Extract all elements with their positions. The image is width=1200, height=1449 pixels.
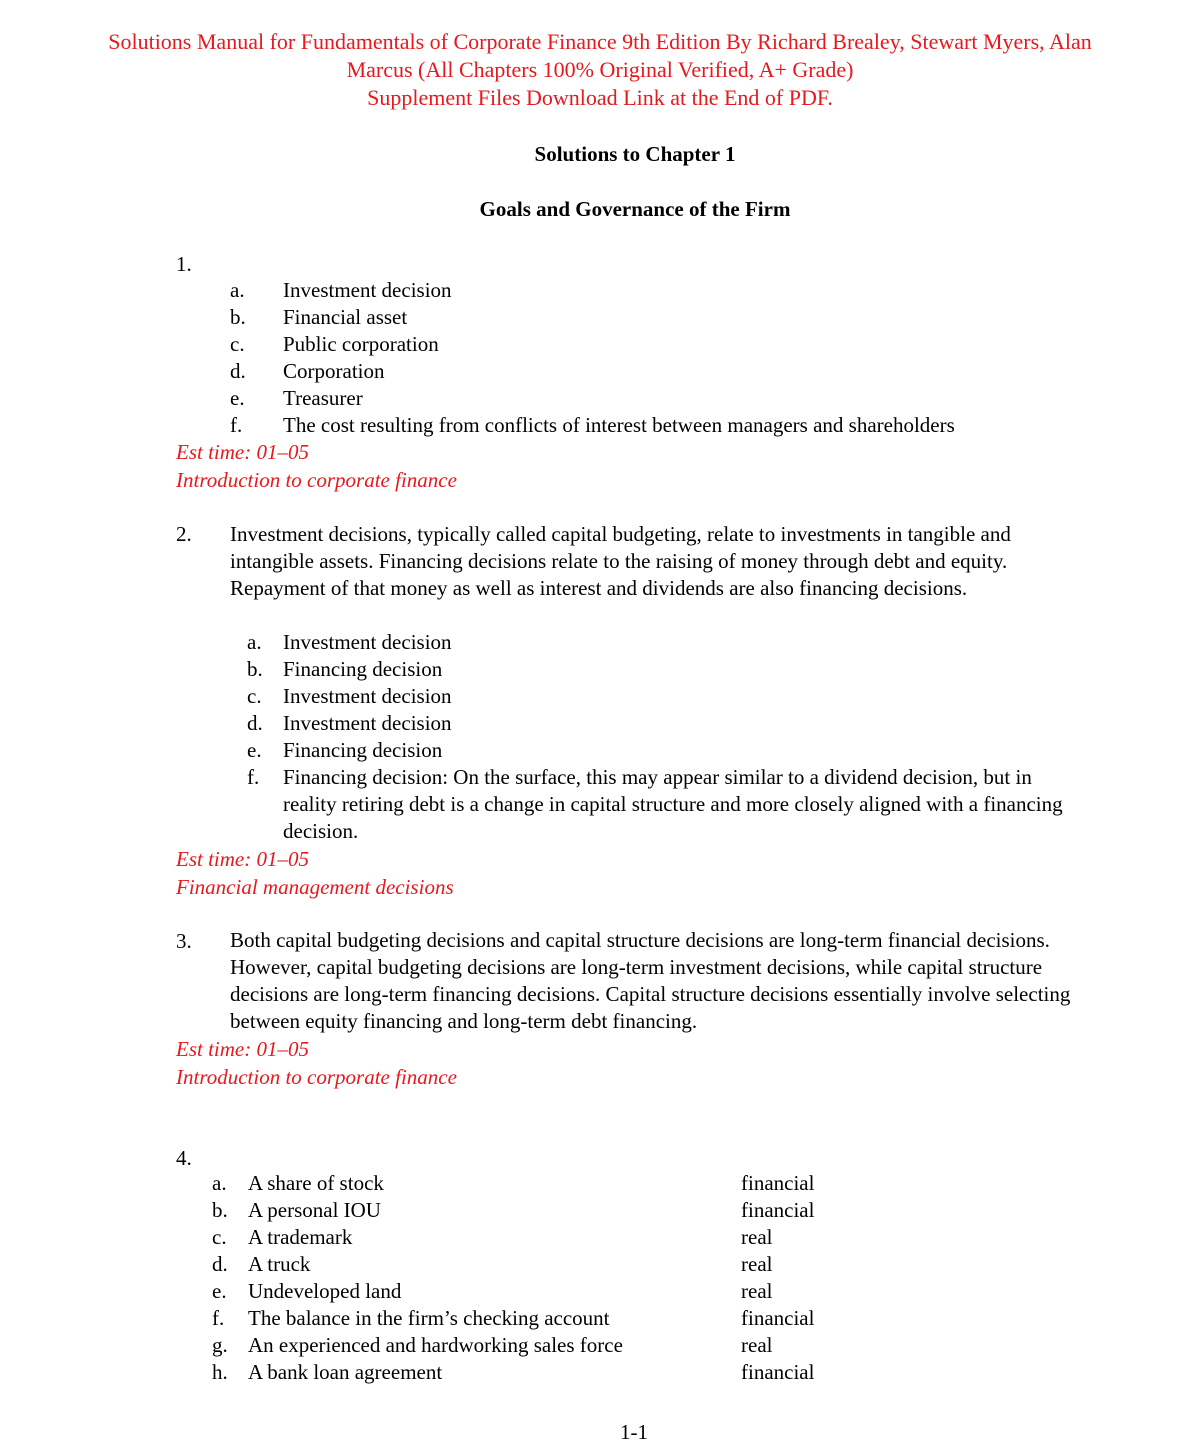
item-letter: e. xyxy=(212,1279,227,1303)
question-3-paragraph: Both capital budgeting decisions and capital structure decisions are long-term financial decisions. However, capital budgeting decisions are long-term investment decisions, while capital structure decisions are long-term financing decisions. Capital structure decisions essentially involve selecting between equity financing and long-term debt financing. xyxy=(230,928,1071,1033)
chapter-subtitle: Goals and Governance of the Firm xyxy=(479,197,791,221)
item-text: Undeveloped land xyxy=(248,1279,402,1303)
item-text: A personal IOU xyxy=(248,1198,381,1222)
item-answer: real xyxy=(741,1252,773,1276)
item-letter: c. xyxy=(230,332,245,356)
item-answer: financial xyxy=(741,1360,815,1384)
chapter-title: Solutions to Chapter 1 xyxy=(534,142,736,166)
banner-line-3: Supplement Files Download Link at the End of PDF. xyxy=(367,85,833,110)
topic-label: Financial management decisions xyxy=(176,875,454,899)
item-letter: b. xyxy=(212,1198,228,1222)
topic-label: Introduction to corporate finance xyxy=(176,1065,457,1089)
item-letter: h. xyxy=(212,1360,228,1384)
item-letter: e. xyxy=(230,386,245,410)
item-text: An experienced and hardworking sales force xyxy=(248,1333,623,1357)
item-letter: e. xyxy=(247,738,262,762)
item-letter: c. xyxy=(212,1225,227,1249)
item-text: Investment decision xyxy=(283,630,452,654)
item-answer: financial xyxy=(741,1198,815,1222)
item-text: Financing decision: On the surface, this may appear similar to a dividend decision, but in reality retiring debt is a change in capital structure and more closely aligned with a financing decision. xyxy=(283,765,1063,843)
item-letter: a. xyxy=(230,278,245,302)
item-letter: d. xyxy=(212,1252,228,1276)
item-text: A share of stock xyxy=(248,1171,384,1195)
item-text: Investment decision xyxy=(283,711,452,735)
topic-label: Introduction to corporate finance xyxy=(176,468,457,492)
est-time: Est time: 01–05 xyxy=(176,1037,309,1061)
item-letter: a. xyxy=(247,630,262,654)
question-1-number: 1. xyxy=(176,252,192,276)
banner-line-1: Solutions Manual for Fundamentals of Corporate Finance 9th Edition By Richard Brealey, Stewart Myers, Alan xyxy=(108,29,1092,54)
item-text: Treasurer xyxy=(283,386,363,410)
item-answer: financial xyxy=(741,1306,815,1330)
item-text: The balance in the firm’s checking account xyxy=(248,1306,610,1330)
item-text: A bank loan agreement xyxy=(248,1360,443,1384)
question-4-number: 4. xyxy=(176,1146,192,1170)
item-letter: f. xyxy=(230,413,243,437)
item-letter: d. xyxy=(247,711,263,735)
item-letter: f. xyxy=(247,765,260,789)
question-2-number: 2. xyxy=(176,522,192,546)
question-3-number: 3. xyxy=(176,929,192,953)
est-time: Est time: 01–05 xyxy=(176,440,309,464)
est-time: Est time: 01–05 xyxy=(176,847,309,871)
item-answer: financial xyxy=(741,1171,815,1195)
item-text: A trademark xyxy=(248,1225,353,1249)
item-text: Financing decision xyxy=(283,738,443,762)
item-answer: real xyxy=(741,1279,773,1303)
download-banner xyxy=(0,28,1200,112)
item-text: Public corporation xyxy=(283,332,439,356)
item-letter: g. xyxy=(212,1333,228,1357)
item-text: The cost resulting from conflicts of interest between managers and shareholders xyxy=(283,413,955,437)
item-answer: real xyxy=(741,1225,773,1249)
item-answer: real xyxy=(741,1333,773,1357)
item-letter: b. xyxy=(247,657,263,681)
item-text: Financing decision xyxy=(283,657,443,681)
item-letter: b. xyxy=(230,305,246,329)
item-text: Financial asset xyxy=(283,305,408,329)
page-number: 1-1 xyxy=(620,1420,648,1444)
item-letter: d. xyxy=(230,359,246,383)
item-text: Corporation xyxy=(283,359,385,383)
item-text: Investment decision xyxy=(283,684,452,708)
item-text: Investment decision xyxy=(283,278,452,302)
item-letter: f. xyxy=(212,1306,225,1330)
item-text: A truck xyxy=(248,1252,311,1276)
banner-line-2: Marcus (All Chapters 100% Original Verified, A+ Grade) xyxy=(346,57,854,82)
item-letter: c. xyxy=(247,684,262,708)
item-letter: a. xyxy=(212,1171,227,1195)
question-2-paragraph: Investment decisions, typically called capital budgeting, relate to investments in tangible and intangible assets. Financing decisions relate to the raising of money through debt and equity. Repayment of that money as well as interest and dividends are also financing decisions. xyxy=(230,522,1011,600)
